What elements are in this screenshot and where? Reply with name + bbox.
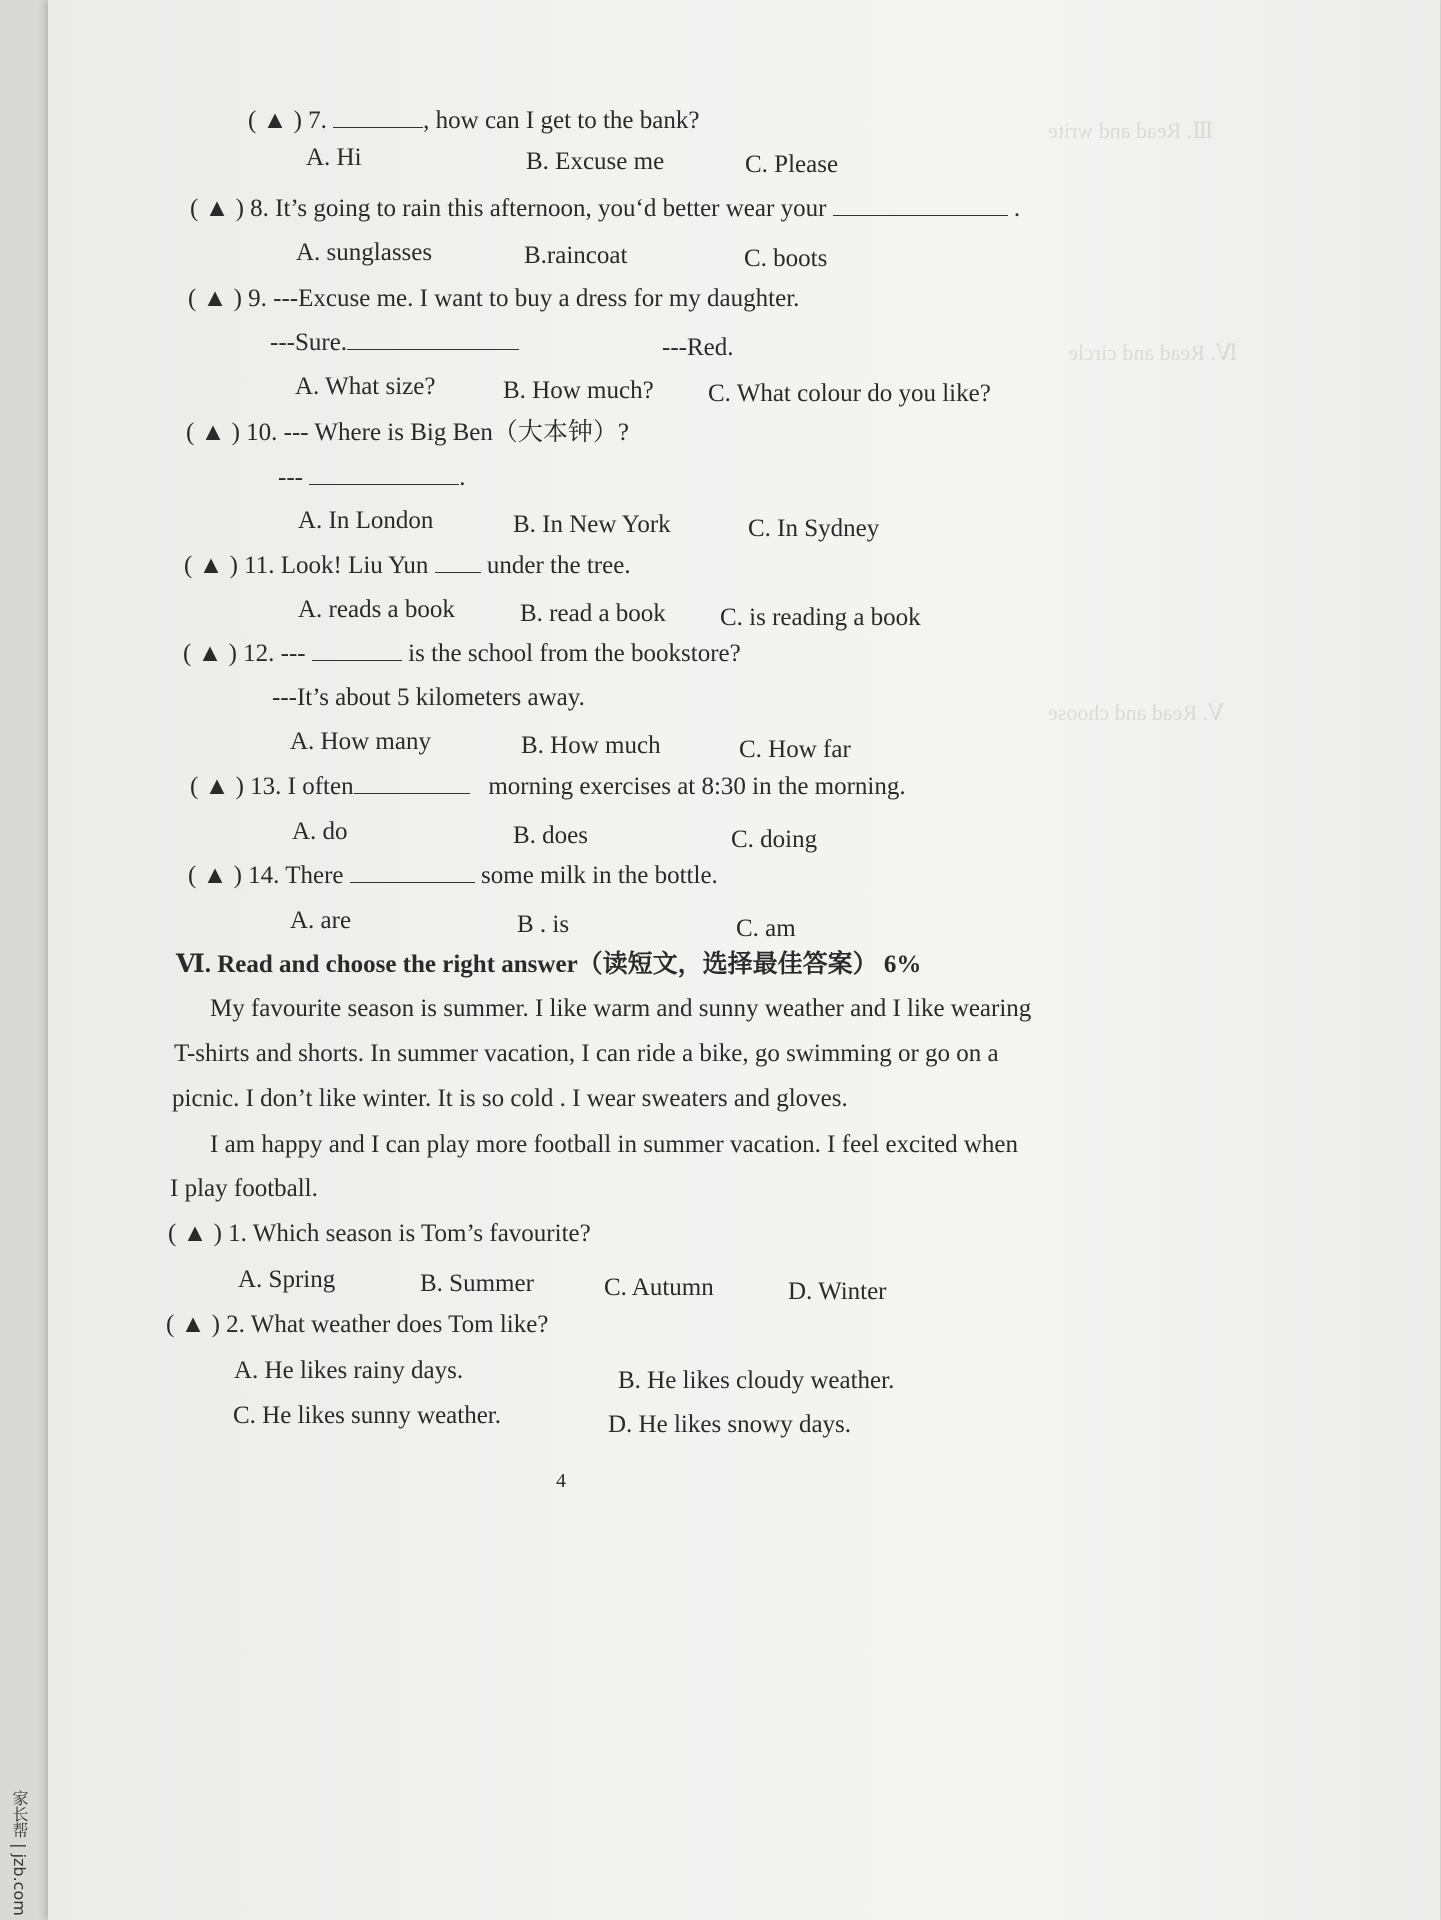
passage-line: I play football.	[170, 1175, 318, 1202]
q14-option-c: C. am	[736, 915, 796, 942]
q10-option-b: B. In New York	[513, 511, 671, 538]
q9-option-a: A. What size?	[295, 373, 436, 400]
q11-option-a: A. reads a book	[298, 596, 455, 623]
r1-option-c: C. Autumn	[604, 1274, 714, 1301]
q10-option-c: C. In Sydney	[748, 515, 880, 542]
passage-line: T-shirts and shorts. In summer vacation, I can ride a bike, go swimming or go on a	[174, 1040, 999, 1067]
question-14: ( ▲ ) 14. There some milk in the bottle.	[188, 862, 718, 889]
passage-line: I am happy and I can play more football in summer vacation. I feel excited when	[210, 1131, 1019, 1158]
q8-option-a: A. sunglasses	[296, 239, 433, 266]
r2-option-b: B. He likes cloudy weather.	[618, 1367, 895, 1394]
q12-option-a: A. How many	[290, 728, 431, 755]
r2-option-c: C. He likes sunny weather.	[233, 1402, 502, 1429]
q11-option-c: C. is reading a book	[720, 604, 921, 631]
r1-option-d: D. Winter	[788, 1278, 887, 1305]
q7-option-a: A. Hi	[306, 144, 362, 171]
q13-option-a: A. do	[292, 818, 348, 845]
passage-line: picnic. I don’t like winter. It is so cold . I wear sweaters and gloves.	[172, 1085, 848, 1112]
passage-line: My favourite season is summer. I like warm and sunny weather and I like wearing	[210, 995, 1032, 1022]
question-13: ( ▲ ) 13. I often morning exercises at 8:30 in the morning.	[190, 773, 906, 800]
q10-option-a: A. In London	[298, 507, 434, 534]
reading-question-2: ( ▲ ) 2. What weather does Tom like?	[166, 1311, 549, 1338]
question-9: ( ▲ ) 9. ---Excuse me. I want to buy a dress for my daughter.	[188, 285, 800, 312]
q9-option-b: B. How much?	[503, 377, 654, 404]
r2-option-d: D. He likes snowy days.	[608, 1411, 852, 1438]
show-through-text: Ⅲ. Read and write	[1048, 118, 1214, 143]
reading-question-1: ( ▲ ) 1. Which season is Tom’s favourite?	[168, 1220, 591, 1247]
section-6-heading: Ⅵ. Read and choose the right answer（读短文，选择最佳答案） 6%	[176, 951, 922, 978]
q11-option-b: B. read a book	[520, 600, 666, 627]
q14-option-a: A. are	[290, 907, 352, 934]
q13-option-b: B. does	[513, 822, 588, 849]
r1-option-a: A. Spring	[238, 1266, 336, 1293]
q12-option-b: B. How much	[521, 732, 661, 759]
q13-option-c: C. doing	[731, 826, 818, 853]
question-11: ( ▲ ) 11. Look! Liu Yun under the tree.	[184, 552, 631, 579]
watermark-logo: 家长帮 | jzb.com	[10, 1790, 29, 1916]
page-number: 4	[556, 1470, 566, 1492]
q8-option-b: B.raincoat	[524, 242, 628, 269]
show-through-text: Ⅳ. Read and circle	[1068, 340, 1238, 365]
question-8: ( ▲ ) 8. It’s going to rain this afternoon, you‘d better wear your .	[190, 195, 1021, 222]
question-10-line2: --- .	[278, 464, 466, 491]
show-through-text: Ⅴ. Read and choose	[1048, 700, 1224, 725]
question-7: ( ▲ ) 7. , how can I get to the bank?	[248, 107, 700, 134]
r1-option-b: B. Summer	[420, 1270, 534, 1297]
question-12: ( ▲ ) 12. --- is the school from the bookstore?	[183, 640, 741, 667]
q9-option-c: C. What colour do you like?	[708, 380, 991, 407]
q14-option-b: B . is	[517, 911, 570, 938]
q12-option-c: C. How far	[739, 736, 851, 763]
q8-option-c: C. boots	[744, 245, 828, 272]
q7-option-b: B. Excuse me	[526, 148, 665, 175]
question-12-reply: ---It’s about 5 kilometers away.	[272, 684, 585, 711]
q7-option-c: C. Please	[745, 151, 839, 178]
question-9-reply: ---Red.	[662, 334, 734, 361]
question-10: ( ▲ ) 10. --- Where is Big Ben（大本钟）?	[186, 419, 629, 446]
r2-option-a: A. He likes rainy days.	[234, 1357, 464, 1384]
exam-page	[48, 0, 1440, 1920]
question-9-line2: ---Sure.	[270, 327, 519, 358]
